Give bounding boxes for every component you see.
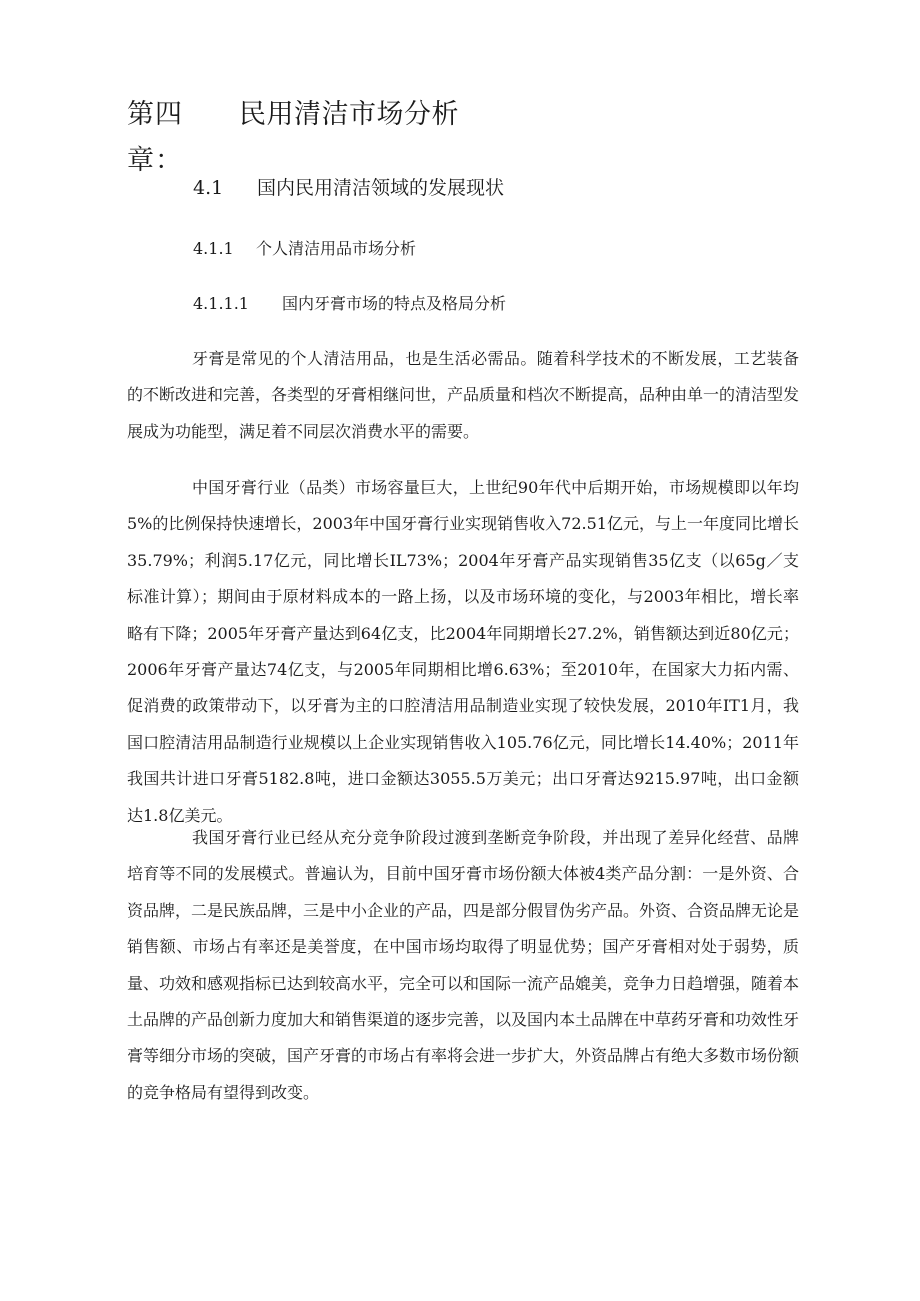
section-title: 国内牙膏市场的特点及格局分析 bbox=[282, 294, 507, 313]
section-number: 4.1.1.1 bbox=[193, 294, 249, 313]
paragraph-competition-landscape: 我国牙膏行业已经从充分竞争阶段过渡到垄断竞争阶段，并出现了差异化经营、品牌培育等不同的发展模式。普遍认为，目前中国牙膏市场份额大体被4类产品分割：一是外资、合资品牌，二是民族品牌，三是中小企业的产品，四是部分假冒伪劣产品。外资、合资品牌无论是销售额、市场占有率还是美誉度，在中国市场均取得了明显优势；国产牙膏相对处于弱势，质量、功效和感观指标已达到较高水平，完全可以和国际一流产品媲美，竞争力日趋增强，随着本土品牌的产品创新力度加大和销售渠道的逐步完善，以及国内本土品牌在中草药牙膏和功效性牙膏等细分市场的突破，国产牙膏的市场占有率将会进一步扩大，外资品牌占有绝大多数市场份额的竞争格局有望得到改变。 bbox=[127, 828, 800, 1102]
paragraph-market-statistics: 中国牙膏行业（品类）市场容量巨大，上世纪90年代中后期开始，市场规模即以年均5%的比例保持快速增长，2003年中国牙膏行业实现销售收入72.51亿元，与上一年度同比增长35.79%；利润5.17亿元，同比增长IL73%；2004年牙膏产品实现销售35亿支（以65g／支标准计算）；期间由于原材料成本的一路上扬，以及市场环境的变化，与2003年相比，增长率略有下降；2005年牙膏产量达到64亿支，比2004年同期增长27.2%，销售额达到近80亿元；2006年牙膏产量达74亿支，与2005年同期相比增6.63%；至2010年，在国家大力拓内需、促消费的政策带动下，以牙膏为主的口腔清洁用品制造业实现了较快发展，2010年IT1月，我国口腔清洁用品制造行业规模以上企业实现销售收入105.76亿元，同比增长14.40%；2011年我国共计进口牙膏5182.8吨，进口金额达3055.5万美元；出口牙膏达9215.97吨，出口金额达1.8亿美元。 bbox=[127, 478, 799, 825]
section-title: 个人清洁用品市场分析 bbox=[256, 239, 417, 258]
section-title: 国内民用清洁领域的发展现状 bbox=[257, 177, 505, 199]
paragraph-toothpaste-intro: 牙膏是常见的个人清洁用品，也是生活必需品。随着科学技术的不断发展，工艺装备的不断改进和完善，各类型的牙膏相继问世，产品质量和档次不断提高，品种由单一的清洁型发展成为功能型，满足着不同层次消费水平的需要。 bbox=[127, 349, 800, 441]
section-heading-4-1 bbox=[193, 173, 573, 203]
section-number: 4.1 bbox=[193, 177, 224, 199]
section-number: 4.1.1 bbox=[193, 239, 234, 258]
section-heading-4-1-1 bbox=[193, 236, 493, 262]
chapter-title: 民用清洁市场分析 bbox=[239, 99, 459, 130]
section-heading-4-1-1-1 bbox=[193, 291, 553, 317]
chapter-heading bbox=[127, 92, 507, 182]
chapter-number: 第四章： bbox=[127, 99, 183, 176]
